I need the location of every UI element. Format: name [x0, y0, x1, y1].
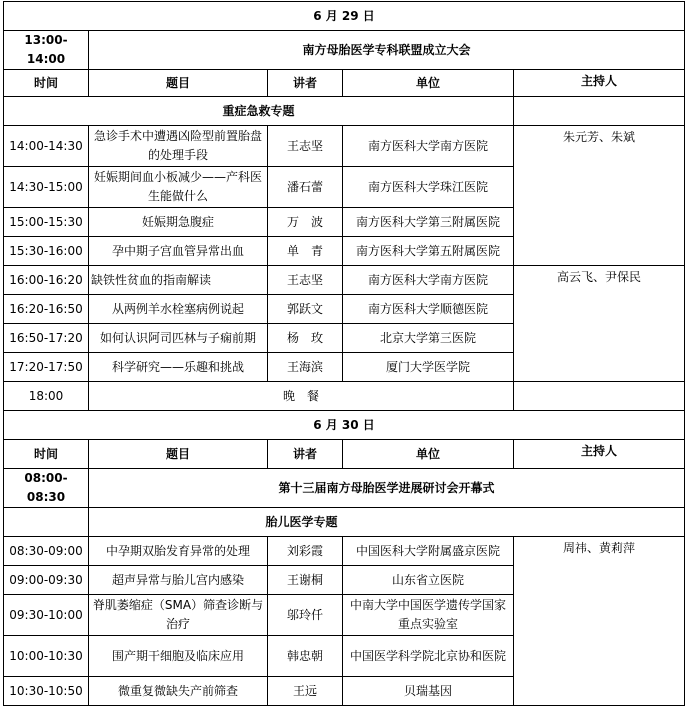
- talk-time: 16:00-16:20: [4, 266, 89, 295]
- talk-unit: 南方医科大学南方医院: [343, 266, 514, 295]
- talk-time: 14:30-15:00: [4, 167, 89, 208]
- talk-unit: 山东省立医院: [343, 566, 514, 595]
- day2-date-row: [4, 411, 685, 440]
- talk-speaker: 王海滨: [268, 353, 343, 382]
- talk-topic: 急诊手术中遭遇凶险型前置胎盘的处理手段: [89, 126, 268, 167]
- talk-topic: 中孕期双胎发育异常的处理: [89, 537, 268, 566]
- talk-time: 10:00-10:30: [4, 636, 89, 677]
- talk-topic: 超声异常与胎儿宫内感染: [89, 566, 268, 595]
- talk-topic: 脊肌萎缩症（SMA）筛查诊断与治疗: [89, 595, 268, 636]
- talk-unit: 南方医科大学南方医院: [343, 126, 514, 167]
- day2-header-host: 主持人: [514, 440, 685, 469]
- talk-topic: 缺铁性贫血的指南解读: [89, 266, 268, 295]
- talk-topic: 科学研究——乐趣和挑战: [89, 353, 268, 382]
- day1-opening-title: 南方母胎医学专科联盟成立大会: [89, 31, 685, 70]
- talk-speaker: 王志坚: [268, 126, 343, 167]
- talk-speaker: 王志坚: [268, 266, 343, 295]
- talk-topic: 围产期干细胞及临床应用: [89, 636, 268, 677]
- day2-session-row: [4, 508, 685, 537]
- talk-speaker: 刘彩霞: [268, 537, 343, 566]
- talk-speaker: 郭跃文: [268, 295, 343, 324]
- day2-opening-row: [4, 469, 685, 508]
- day2-date: 6 月 30 日: [4, 411, 685, 440]
- day1-session-title: 重症急救专题: [4, 97, 514, 126]
- day2-header-row: [4, 440, 685, 469]
- day1-opening-time: 13:00-14:00: [4, 31, 89, 70]
- day1-session-blank: [514, 97, 685, 126]
- talk-speaker: 王远: [268, 677, 343, 706]
- schedule-table: [3, 1, 685, 706]
- day2-session-title: 胎儿医学专题: [89, 508, 685, 537]
- day1-header-speaker: 讲者: [268, 70, 343, 97]
- talk-time: 17:20-17:50: [4, 353, 89, 382]
- table-row: [4, 266, 685, 295]
- dinner-time: 18:00: [4, 382, 89, 411]
- talk-speaker: 万 波: [268, 208, 343, 237]
- talk-speaker: 单 青: [268, 237, 343, 266]
- day2-session-blank-left: [4, 508, 89, 537]
- day1-date: 6 月 29 日: [4, 2, 685, 31]
- table-row: [4, 126, 685, 167]
- talk-unit: 南方医科大学第五附属医院: [343, 237, 514, 266]
- talk-unit: 厦门大学医学院: [343, 353, 514, 382]
- day2-opening-time: 08:00-08:30: [4, 469, 89, 508]
- day1-dinner-row: [4, 382, 685, 411]
- talk-speaker: 潘石蕾: [268, 167, 343, 208]
- talk-unit: 中国医科大学附属盛京医院: [343, 537, 514, 566]
- day2-header-speaker: 讲者: [268, 440, 343, 469]
- talk-time: 15:30-16:00: [4, 237, 89, 266]
- dinner-blank: [514, 382, 685, 411]
- talk-unit: 南方医科大学顺德医院: [343, 295, 514, 324]
- day2-opening-title: 第十三届南方母胎医学进展研讨会开幕式: [89, 469, 685, 508]
- day2-header-topic: 题目: [89, 440, 268, 469]
- day2-hosts: 周祎、黄莉萍: [514, 537, 685, 706]
- talk-time: 16:50-17:20: [4, 324, 89, 353]
- talk-time: 10:30-10:50: [4, 677, 89, 706]
- day2-header-time: 时间: [4, 440, 89, 469]
- talk-speaker: 邬玲仟: [268, 595, 343, 636]
- day1-header-unit: 单位: [343, 70, 514, 97]
- talk-time: 09:30-10:00: [4, 595, 89, 636]
- talk-speaker: 韩忠朝: [268, 636, 343, 677]
- day2-header-unit: 单位: [343, 440, 514, 469]
- day1-header-topic: 题目: [89, 70, 268, 97]
- talk-unit: 中国医学科学院北京协和医院: [343, 636, 514, 677]
- day1-header-time: 时间: [4, 70, 89, 97]
- day1-date-row: [4, 2, 685, 31]
- talk-time: 15:00-15:30: [4, 208, 89, 237]
- day1-header-host: 主持人: [514, 70, 685, 97]
- day1-header-row: [4, 70, 685, 97]
- table-row: [4, 537, 685, 566]
- talk-unit: 中南大学中国医学遗传学国家重点实验室: [343, 595, 514, 636]
- talk-topic: 孕中期子宫血管异常出血: [89, 237, 268, 266]
- talk-unit: 贝瑞基因: [343, 677, 514, 706]
- day1-hosts-a: 朱元芳、朱斌: [514, 126, 685, 266]
- talk-time: 16:20-16:50: [4, 295, 89, 324]
- talk-topic: 如何认识阿司匹林与子痫前期: [89, 324, 268, 353]
- talk-topic: 从两例羊水栓塞病例说起: [89, 295, 268, 324]
- talk-time: 08:30-09:00: [4, 537, 89, 566]
- talk-topic: 微重复微缺失产前筛查: [89, 677, 268, 706]
- day1-hosts-b: 高云飞、尹保民: [514, 266, 685, 382]
- talk-speaker: 杨 玫: [268, 324, 343, 353]
- talk-unit: 南方医科大学珠江医院: [343, 167, 514, 208]
- talk-unit: 北京大学第三医院: [343, 324, 514, 353]
- day1-opening-row: [4, 31, 685, 70]
- talk-topic: 妊娠期间血小板减少——产科医生能做什么: [89, 167, 268, 208]
- talk-time: 09:00-09:30: [4, 566, 89, 595]
- talk-time: 14:00-14:30: [4, 126, 89, 167]
- talk-speaker: 王谢桐: [268, 566, 343, 595]
- talk-topic: 妊娠期急腹症: [89, 208, 268, 237]
- talk-unit: 南方医科大学第三附属医院: [343, 208, 514, 237]
- day1-session-row: [4, 97, 685, 126]
- dinner-label: 晚 餐: [89, 382, 514, 411]
